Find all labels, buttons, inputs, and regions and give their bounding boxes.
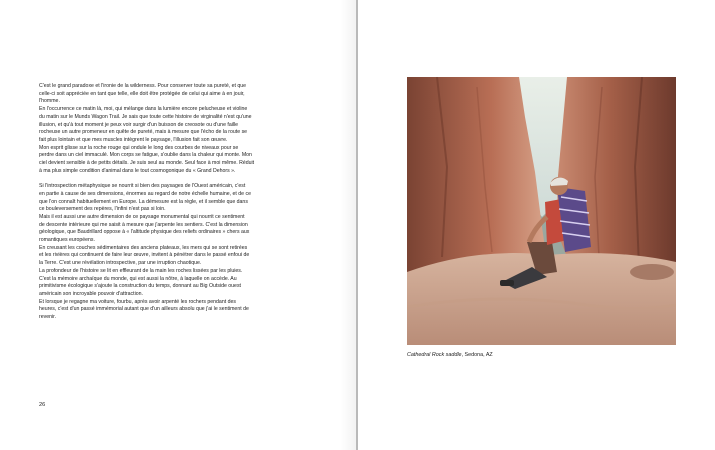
text-line: fait plus lointain et que mes muscles intègrent le paysage, l'illusion fait son œuvre. [39,136,228,143]
text-line: géologique, que Baudrillard oppose à « l'altitude physique des reliefs ordinaires » chers aux [39,229,250,236]
text-line: celle-ci soit appréciée en tant que telle, elle doit être protégée de celui qui aime à en jouir, [39,90,245,97]
paragraph-gap [39,175,338,183]
body-text [39,83,338,322]
text-line: à ma plus simple condition d'animal dans le tout cosmogonique du « Grand Dehors ». [39,167,236,174]
caption-location: , Sedona, AZ [461,352,493,358]
text-line: et les rivières qui continuent de faire leur œuvre, invitent à pénétrer dans le passé enfoui de [39,252,250,259]
text-line: Mon esprit glisse sur la roche rouge qui ondule le long des courbes de niveaux pour se [39,144,239,151]
book-gutter [356,0,358,450]
photo-caption [407,352,493,358]
text-line: revenir. [39,314,57,321]
page-number: 26 [39,402,46,408]
text-line: C'est la mémoire archaïque du monde, qui est aussi la nôtre, à laquelle on accède. Au [39,275,237,282]
gutter-shadow [340,0,356,450]
caption-title: Cathedral Rock saddle [407,352,462,358]
text-line: rocheuse un autre promeneur en quête de pureté, mais à mesure que l'écho de la route se [39,129,248,136]
text-line: Mais il est aussi une autre dimension de ce paysage monumental qui nourrit ce sentiment [39,213,245,220]
text-line: Si l'introspection métaphysique se nourrit si bien des paysages de l'Ouest américain, c'est [39,183,246,190]
text-line: en partie à cause de ses dimensions, énormes au regard de notre échelle humaine, et de ce [39,190,251,197]
text-line: C'est le grand paradoxe et l'ironie de la wilderness. Pour conserver toute sa pureté, et que [39,83,247,89]
text-line: la Terre. C'est une révélation introspective, par une irruption chaotique. [39,260,202,267]
paragraph-block-1 [39,83,338,175]
text-line: En creusant les couches sédimentaires des anciens plateaux, les mers qui se sont retirées [39,244,248,251]
text-line: La profondeur de l'histoire se lit en effleurant de la main les roches lissées par les pluies. [39,267,243,274]
text-line: illusion, et qu'à tout moment je peux voir surgir d'un buisson de creosote ou d'une faille [39,121,239,128]
text-line: primitivisme écologique s'ajoute la construction du temps, donnant au Big Outside ouest [39,283,241,290]
text-line: du matin sur le Munds Wagon Trail. Je sais que toute cette histoire de virginalité n'est qu'une [39,113,252,120]
text-line: perdre dans un ciel immaculé. Mon corps se fatigue, s'oublie dans la chaleur qui monte. Mon [39,152,252,159]
text-line: ce bouleversement des repères, l'infini n'est pas si loin. [39,206,166,213]
text-line: heures, c'est d'un passé immémorial autant que d'un ailleurs absolu que j'ai le sentiment de [39,306,249,313]
text-line: de descente intérieure qui me saisit à mesure que j'arpente les sentiers. C'est la dimension [39,221,248,228]
text-line: Et lorsque je regagne ma voiture, fourbu, après avoir arpenté les rochers pendant des [39,298,236,305]
photo-illustration [407,77,676,345]
text-line: En l'occurrence ce matin là, moi, qui mélange dans la lumière encore pelucheuse et violine [39,106,248,113]
text-line: que l'on connaît habituellement en Europe. La démesure est la règle, et il semble que dans [39,198,248,205]
text-line: américain son incroyable pouvoir d'attraction. [39,290,143,297]
hiker-photo [407,77,676,345]
text-line: l'homme. [39,98,60,105]
text-line: ciel devient sensible à de petits détails. Je suis seul au monde. Seul face à moi même. Réduit [39,160,255,167]
paragraph-block-2 [39,183,338,322]
text-line: romantiques européens. [39,237,95,244]
